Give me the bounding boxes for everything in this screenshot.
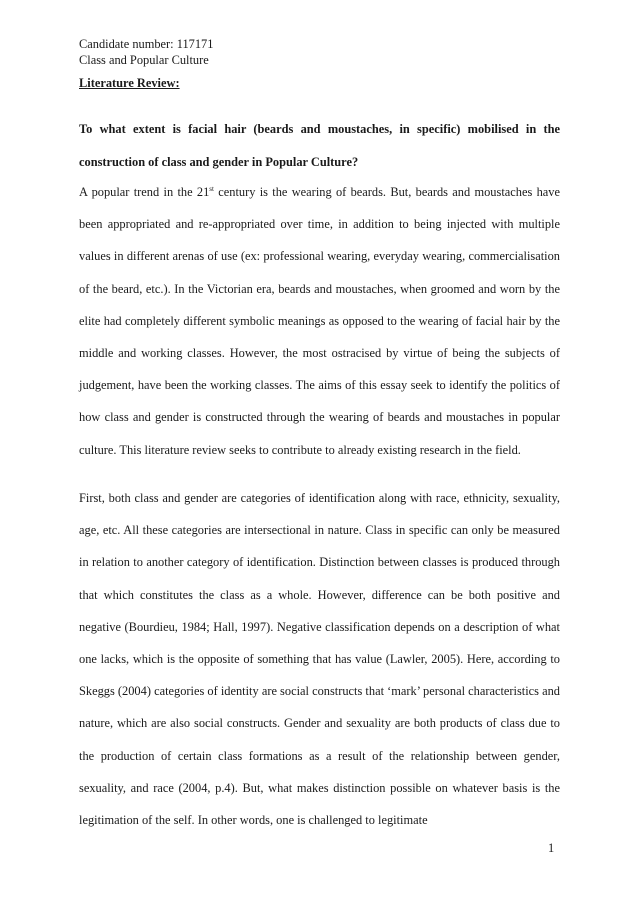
paragraph-intro-rest: century is the wearing of beards. But, beards and moustaches have been appropriated and re-appropriated over time, in addition to being injected with multiple values in different arenas of use (ex: professional wearing, everyday wearing, commercialisation of the beard, etc.). In the Victorian era, beards and moustaches, when groomed and worn by the elite had completely different symbolic meanings as opposed to the wearing of facial hair by the middle and working classes. However, the most ostracised by virtue of being the subjects of judgement, have been the working classes. The aims of this essay seek to identify the politics of how class and gender is constructed through the wearing of beards and moustaches in popular culture. This literature review seeks to contribute to already existing research in the field. xyxy=(79,185,560,457)
course-title: Class and Popular Culture xyxy=(79,53,209,67)
section-heading: Literature Review: xyxy=(79,76,180,90)
page-number: 1 xyxy=(548,841,555,855)
page-header xyxy=(79,36,213,68)
paragraph-class-gender-text: First, both class and gender are categories of identification along with race, ethnicity, sexuality, age, etc. All these categories are intersectional in nature. Class in specific can only be measured in relation to another category of identification. Distinction between classes is produced through that which constitutes the class as a whole. However, difference can be both positive and negative (Bourdieu, 1984; Hall, 1997). Negative classification depends on a description of what one lacks, which is the opposite of something that has value (Lawler, 2005). Here, according to Skeggs (2004) categories of identity are social constructs that ‘mark’ personal characteristics and nature, which are also social constructs. Gender and sexuality are both products of class due to the production of certain class formations as a result of the relationship between gender, sexuality, and race (2004, p.4). But, what makes distinction possible on whatever basis is the legitimation of the self. In other words, one is challenged to legitimate xyxy=(79,491,560,828)
paragraph-intro-text xyxy=(79,176,560,466)
research-question xyxy=(79,113,560,178)
research-question-text: To what extent is facial hair (beards and moustaches, in specific) mobilised in the construction of class and gender in Popular Culture? xyxy=(79,122,560,169)
paragraph-intro-start: A popular trend in the 21 xyxy=(79,185,210,199)
candidate-number: Candidate number: 117171 xyxy=(79,37,214,51)
paragraph-intro xyxy=(79,176,560,466)
paragraph-class-gender xyxy=(79,482,560,836)
ordinal-superscript: st xyxy=(209,185,214,193)
